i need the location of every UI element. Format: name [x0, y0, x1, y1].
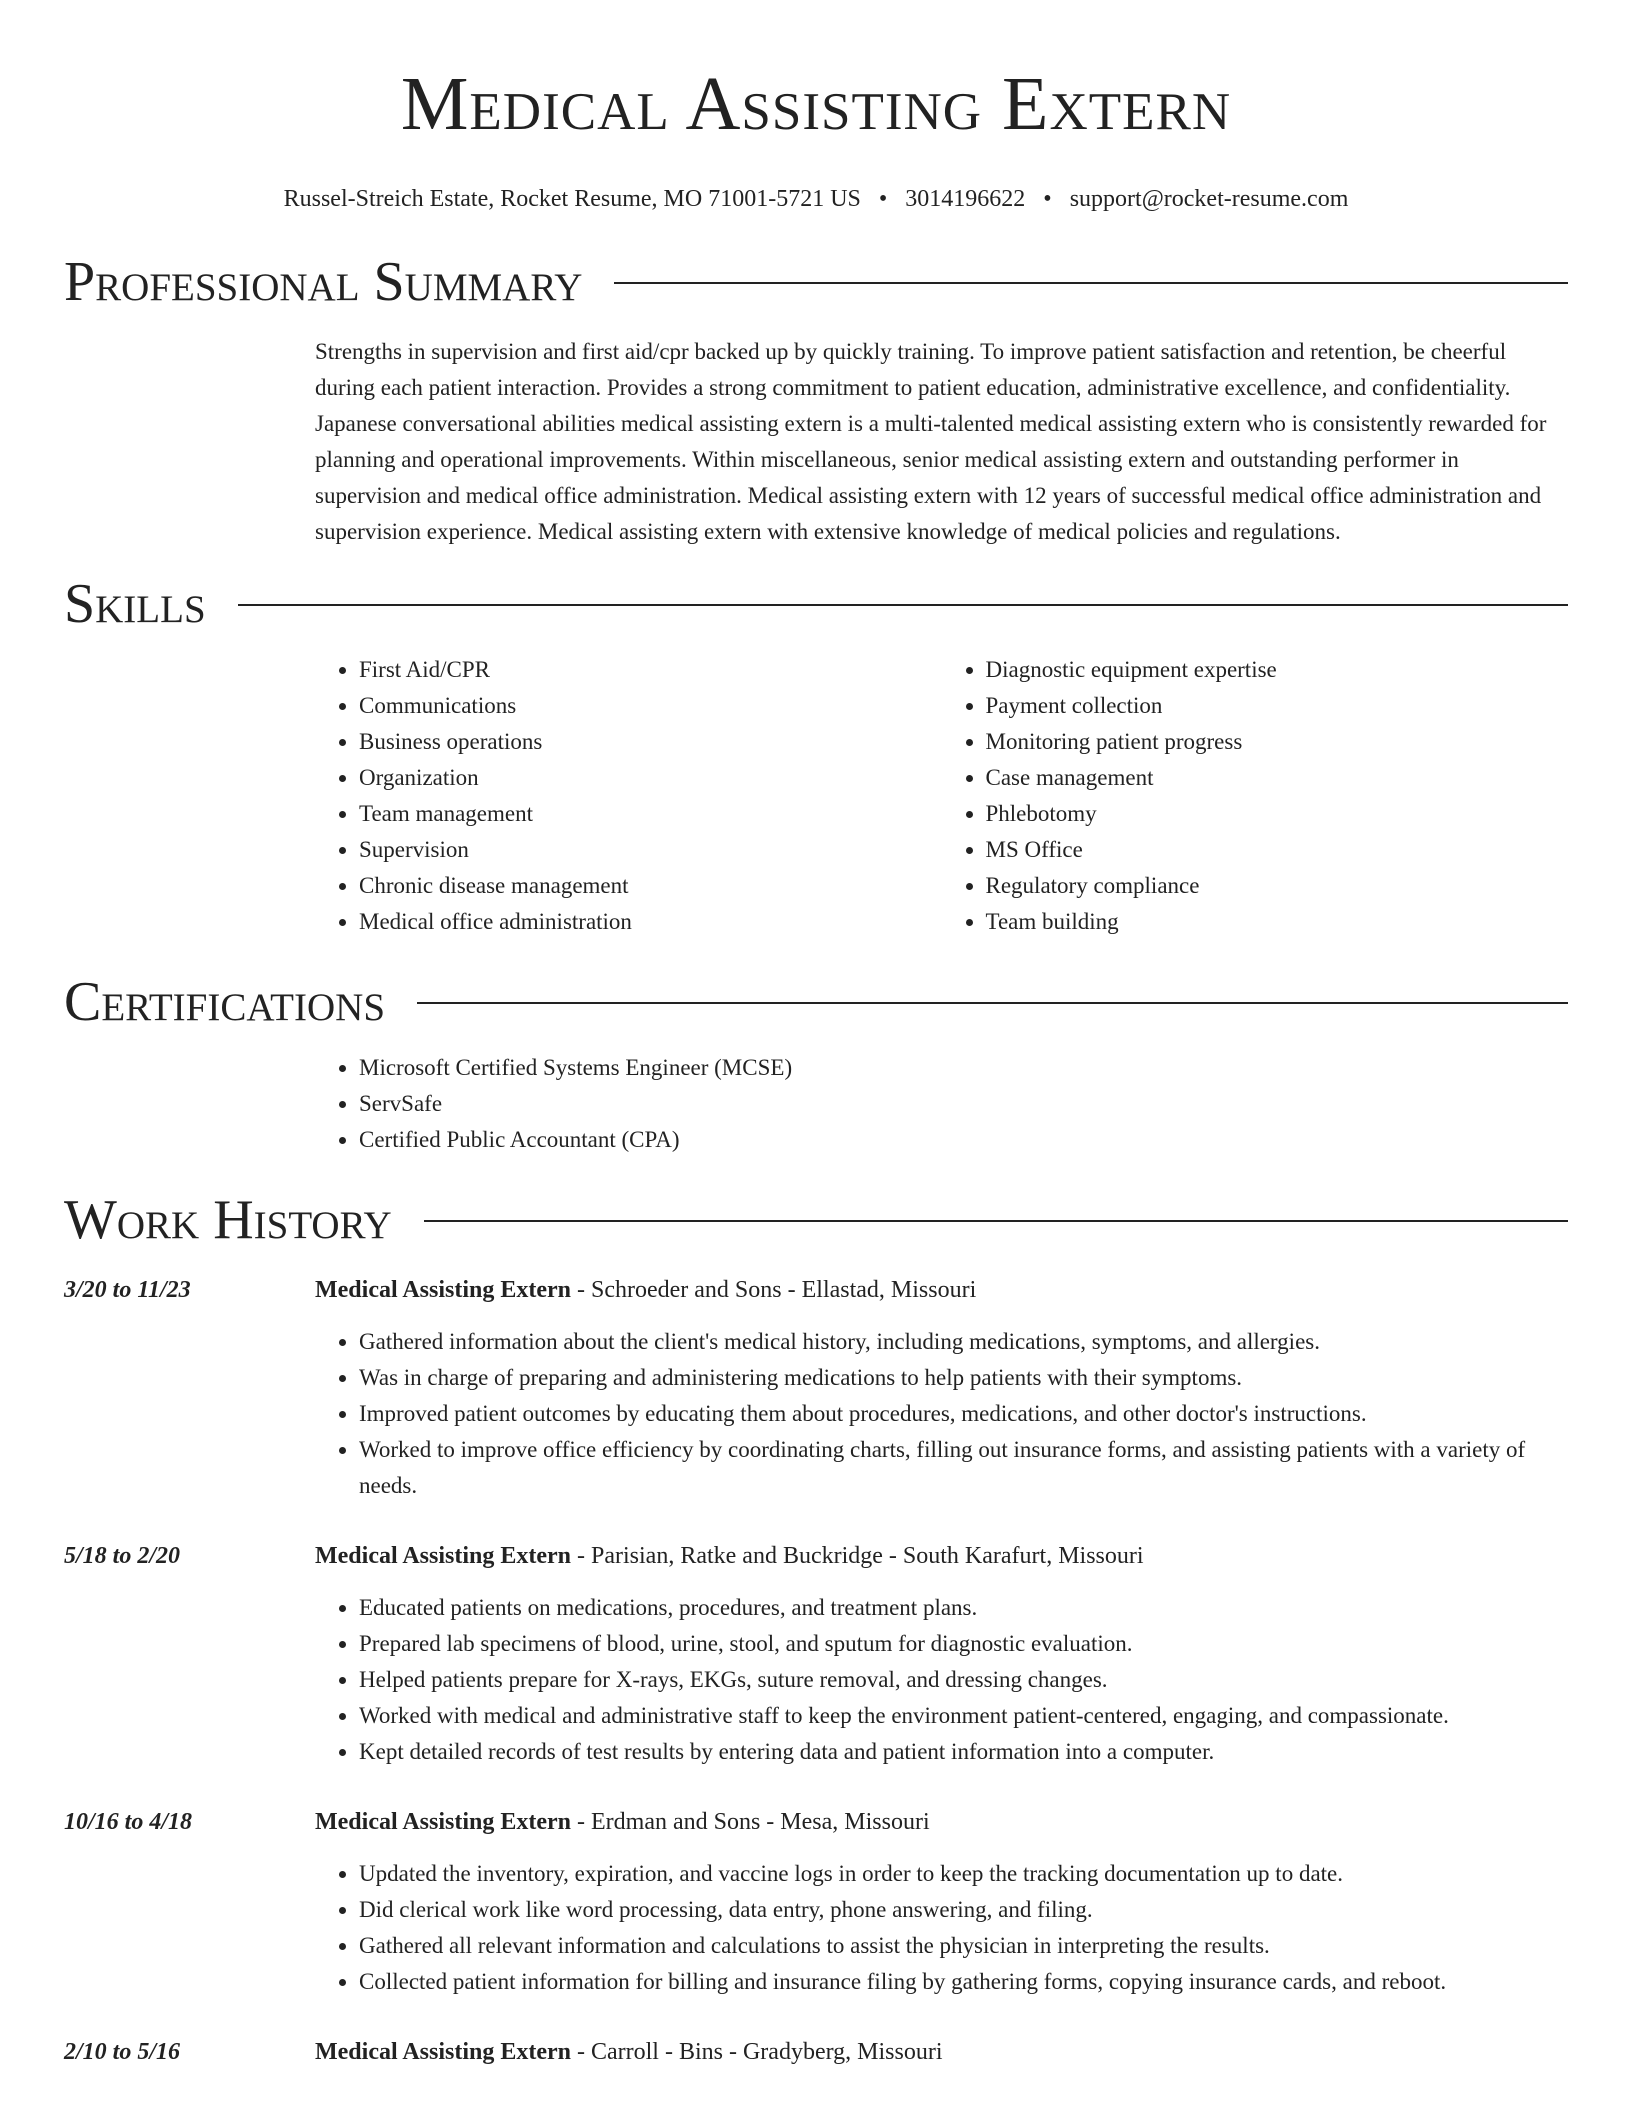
job-bullet: • Updated the inventory, expiration, and vaccine logs in order to keep the tracking documentation up to date.	[359, 1856, 1568, 1892]
job-detail	[315, 1272, 1568, 1504]
job-bullet: • Improved patient outcomes by educating them about procedures, medications, and other doctor's instructions.	[359, 1396, 1568, 1432]
job-title: Medical Assisting Extern	[315, 1543, 571, 1569]
job-dates: 10/16 to 4/18	[64, 1809, 193, 1835]
job-bullet: • Did clerical work like word processing, data entry, phone answering, and filing.	[359, 1892, 1568, 1928]
work-history-section-header	[64, 1188, 1568, 1252]
skills-column-left	[315, 652, 942, 940]
certifications-list	[315, 1050, 1568, 1158]
skills-section-header	[64, 572, 1568, 636]
section-divider	[417, 1002, 1568, 1004]
separator-dot: •	[1043, 186, 1052, 212]
skill-item: • Supervision	[359, 832, 942, 868]
job-title-line	[315, 1538, 1568, 1574]
skill-item: • Organization	[359, 760, 942, 796]
section-divider	[424, 1220, 1568, 1222]
skill-item: • MS Office	[986, 832, 1569, 868]
skill-item: • Team management	[359, 796, 942, 832]
job-bullet: • Collected patient information for billing and insurance filing by gathering forms, copying insurance cards, and reboot.	[359, 1964, 1568, 2000]
certifications-section-header	[64, 970, 1568, 1034]
job-title-line	[315, 1804, 1568, 1840]
candidate-name: Medical Assisting Extern	[400, 62, 1232, 146]
job-title: Medical Assisting Extern	[315, 2039, 571, 2065]
job-employer: - Schroeder and Sons - Ellastad, Missouri	[571, 1277, 977, 1303]
job-bullet: • Was in charge of preparing and administering medications to help patients with their symptoms.	[359, 1360, 1568, 1396]
section-divider	[614, 282, 1568, 284]
contact-line	[0, 184, 1632, 214]
skill-item: • Business operations	[359, 724, 942, 760]
job-dates: 3/20 to 11/23	[64, 1277, 191, 1303]
job-employer: - Parisian, Ratke and Buckridge - South Karafurt, Missouri	[571, 1543, 1144, 1569]
skill-item: • Team building	[986, 904, 1569, 940]
phone: 3014196622	[905, 186, 1026, 212]
section-title-work-history: Work History	[64, 1189, 392, 1251]
section-title-skills: Skills	[64, 573, 206, 635]
skill-item: • Medical office administration	[359, 904, 942, 940]
skill-item: • First Aid/CPR	[359, 652, 942, 688]
job-dates: 2/10 to 5/16	[64, 2039, 181, 2065]
skill-item: • Communications	[359, 688, 942, 724]
skill-item: • Chronic disease management	[359, 868, 942, 904]
job-bullet: • Worked with medical and administrative staff to keep the environment patient-centered, engaging, and compassionate.	[359, 1698, 1568, 1734]
separator-dot: •	[878, 186, 888, 212]
job-bullet: • Worked to improve office efficiency by coordinating charts, filling out insurance forms, and assisting patients with a variety of needs.	[359, 1432, 1568, 1504]
job-entry	[64, 1538, 1568, 1770]
job-bullet: • Gathered information about the client's medical history, including medications, symptoms, and allergies.	[359, 1324, 1568, 1360]
summary-text: Strengths in supervision and first aid/cpr backed up by quickly training. To improve patient satisfaction and retention, be cheerful during each patient interaction. Provides a strong commitment to patient education, administrative excellence, and confidentiality. Japanese conversational abilities medical assisting extern is a multi-talented medical assisting extern who is consistently rewarded for planning and operational improvements. Within miscellaneous, senior medical assisting extern and outstanding performer in supervision and medical office administration. Medical assisting extern with 12 years of successful medical office administration and supervision experience. Medical assisting extern with extensive knowledge of medical policies and regulations.	[315, 339, 1547, 544]
section-title-summary: Professional Summary	[64, 251, 583, 313]
email-link[interactable]: support@rocket-resume.com	[1069, 186, 1349, 212]
skill-item: • Payment collection	[986, 688, 1569, 724]
job-bullet: • Prepared lab specimens of blood, urine, stool, and sputum for diagnostic evaluation.	[359, 1626, 1568, 1662]
job-entry	[64, 1804, 1568, 2000]
job-bullet: • Kept detailed records of test results by entering data and patient information into a computer.	[359, 1734, 1568, 1770]
skill-item: • Case management	[986, 760, 1569, 796]
job-title: Medical Assisting Extern	[315, 1277, 571, 1303]
address: Russel-Streich Estate, Rocket Resume, MO 71001-5721 US	[283, 186, 861, 212]
job-bullet: • Helped patients prepare for X-rays, EKGs, suture removal, and dressing changes.	[359, 1662, 1568, 1698]
job-detail	[315, 2034, 1568, 2070]
job-bullet: • Gathered all relevant information and calculations to assist the physician in interpreting the results.	[359, 1928, 1568, 1964]
certification-item: • Microsoft Certified Systems Engineer (MCSE)	[359, 1050, 1568, 1086]
summary-section-header	[64, 250, 1568, 314]
job-bullet: • Educated patients on medications, procedures, and treatment plans.	[359, 1590, 1568, 1626]
job-bullets	[315, 1324, 1568, 1504]
job-employer: - Carroll - Bins - Gradyberg, Missouri	[571, 2039, 943, 2065]
skills-list	[315, 652, 1568, 940]
job-title: Medical Assisting Extern	[315, 1809, 571, 1835]
job-detail	[315, 1804, 1568, 2000]
job-dates: 5/18 to 2/20	[64, 1543, 181, 1569]
section-title-certifications: Certifications	[64, 971, 386, 1033]
certification-item: • Certified Public Accountant (CPA)	[359, 1122, 1568, 1158]
job-bullets	[315, 1856, 1568, 2000]
job-title-line	[315, 2034, 1568, 2070]
skill-item: • Phlebotomy	[986, 796, 1569, 832]
certification-item: • ServSafe	[359, 1086, 1568, 1122]
job-title-line	[315, 1272, 1568, 1308]
job-bullets	[315, 1590, 1568, 1770]
job-employer: - Erdman and Sons - Mesa, Missouri	[571, 1809, 930, 1835]
skill-item: • Diagnostic equipment expertise	[986, 652, 1569, 688]
skill-item: • Monitoring patient progress	[986, 724, 1569, 760]
skills-column-right	[942, 652, 1569, 940]
skill-item: • Regulatory compliance	[986, 868, 1569, 904]
job-entry	[64, 1272, 1568, 1504]
job-entry	[64, 2034, 1568, 2070]
section-divider	[238, 604, 1568, 606]
job-detail	[315, 1538, 1568, 1770]
